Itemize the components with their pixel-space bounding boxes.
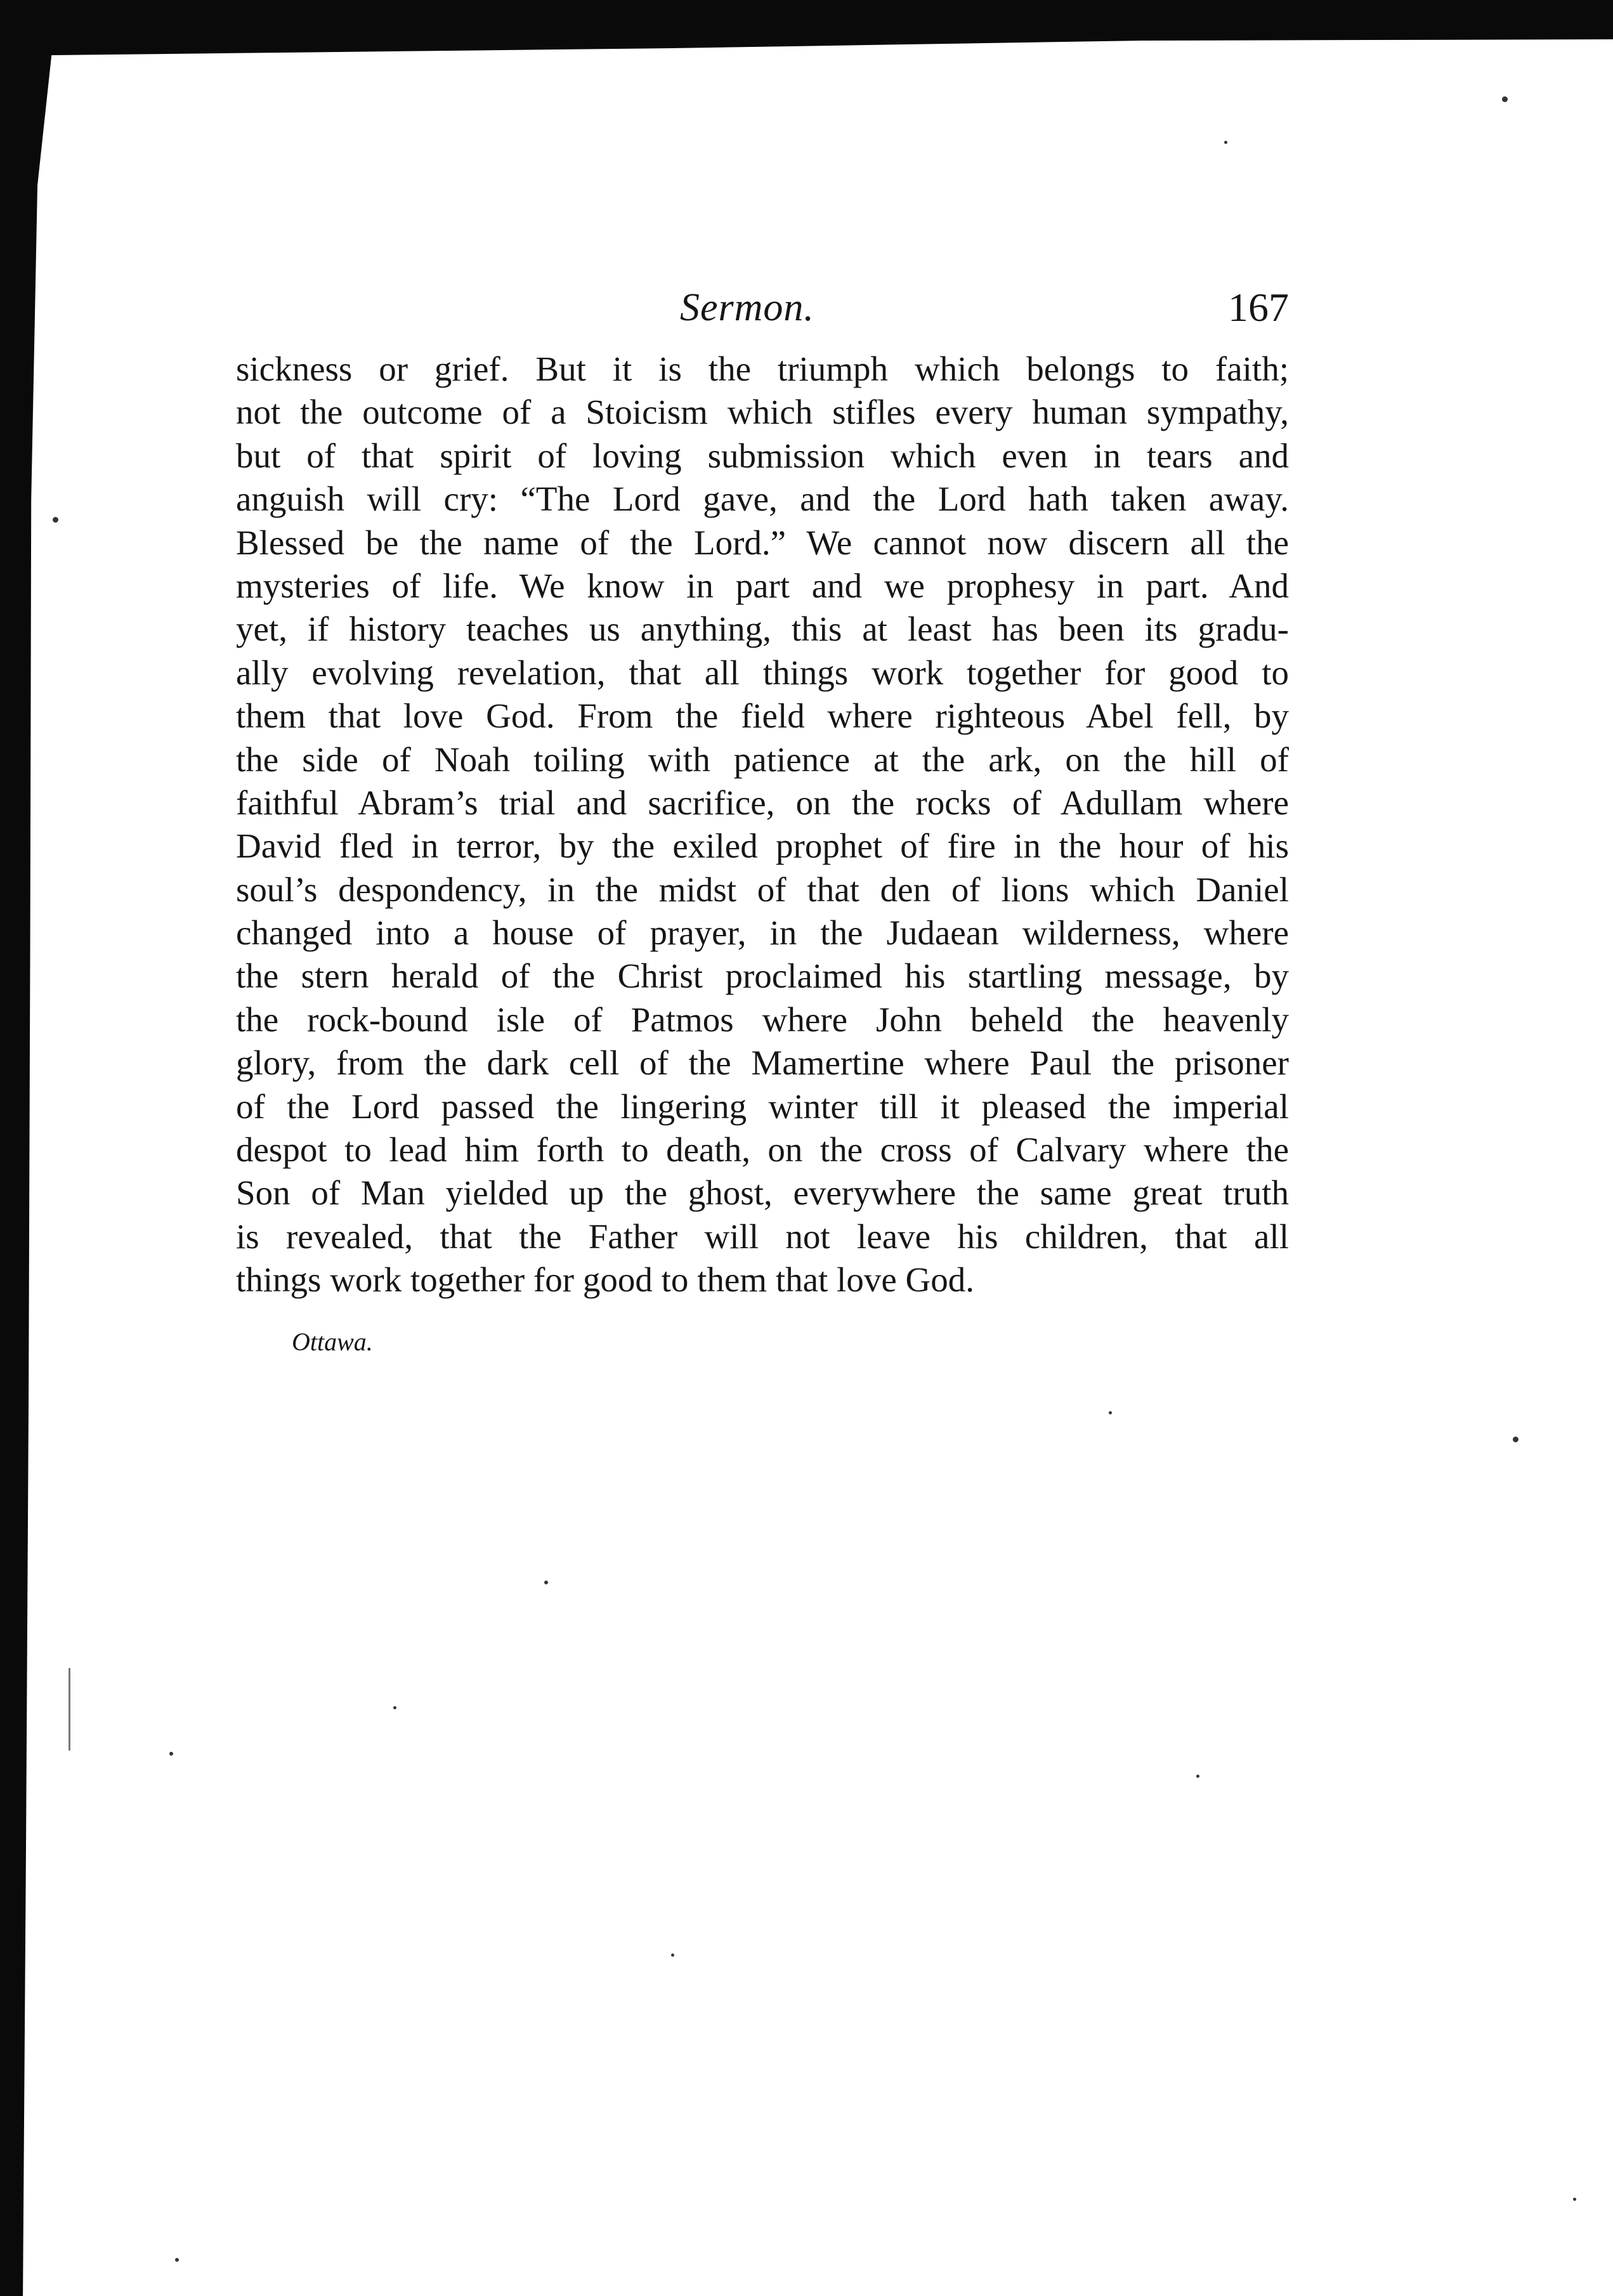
text-line: David fled in terror, by the exiled prophet of fire in the hour of his — [236, 826, 1289, 866]
text-line: is revealed, that the Father will not leave his children, that all — [236, 1216, 1289, 1256]
text-line: glory, from the dark cell of the Mamertine where Paul the prisoner — [236, 1043, 1289, 1083]
text-line: despot to lead him forth to death, on the cross of Calvary where the — [236, 1130, 1289, 1170]
scan-speck — [544, 1581, 548, 1584]
text-line: them that love God. From the field where righteous Abel fell, by — [236, 696, 1289, 736]
text-line: ally evolving revelation, that all things work together for good to — [236, 653, 1289, 692]
page-number: 167 — [1228, 285, 1289, 330]
scan-speck — [671, 1954, 674, 1957]
text-line: not the outcome of a Stoicism which stifles every human sympathy, — [236, 393, 1289, 432]
text-line: Son of Man yielded up the ghost, everywhere the same great truth — [236, 1173, 1289, 1213]
scan-speck — [1196, 1775, 1199, 1778]
text-line: soul’s despondency, in the midst of that den of lions which Daniel — [236, 870, 1289, 909]
text-line: Blessed be the name of the Lord.” We cannot now discern all the — [236, 523, 1289, 562]
place-signature: Ottawa. — [292, 1327, 373, 1356]
scan-speck — [169, 1752, 173, 1756]
text-line: mysteries of life. We know in part and we prophesy in part. And — [236, 566, 1289, 605]
scan-speck — [1573, 2198, 1576, 2201]
scan-border-left — [0, 51, 52, 2296]
text-line: sickness or grief. But it is the triumph which belongs to faith; — [236, 349, 1289, 388]
running-title: Sermon. — [680, 286, 814, 329]
scan-speck — [1109, 1411, 1112, 1414]
running-head — [236, 279, 1289, 336]
text-line: but of that spirit of loving submission which even in tears and — [236, 436, 1289, 475]
text-line: things work together for good to them that love God. — [236, 1260, 974, 1300]
text-line: changed into a house of prayer, in the Judaean wilderness, where — [236, 913, 1289, 953]
scan-speck — [1513, 1437, 1518, 1442]
scan-speck — [53, 517, 58, 523]
text-line: yet, if history teaches us anything, this at least has been its gradu- — [236, 610, 1289, 649]
scan-speck — [393, 1706, 396, 1709]
text-line: anguish will cry: “The Lord gave, and the Lord hath taken away. — [236, 479, 1289, 519]
sermon-body-text — [236, 348, 1289, 1302]
text-line: faithful Abram’s trial and sacrifice, on the rocks of Adullam where — [236, 783, 1289, 822]
scan-speck — [175, 2258, 179, 2262]
scan-margin-line — [69, 1668, 70, 1751]
scan-border-top — [0, 0, 1613, 60]
text-line: the rock-bound isle of Patmos where John beheld the heavenly — [236, 1000, 1289, 1039]
text-line: of the Lord passed the lingering winter till it pleased the imperial — [236, 1086, 1289, 1126]
text-line: the stern herald of the Christ proclaimed his startling message, by — [236, 956, 1289, 996]
scan-speck — [1502, 96, 1508, 102]
scan-speck — [1224, 141, 1227, 144]
text-line: the side of Noah toiling with patience at the ark, on the hill of — [236, 740, 1289, 779]
